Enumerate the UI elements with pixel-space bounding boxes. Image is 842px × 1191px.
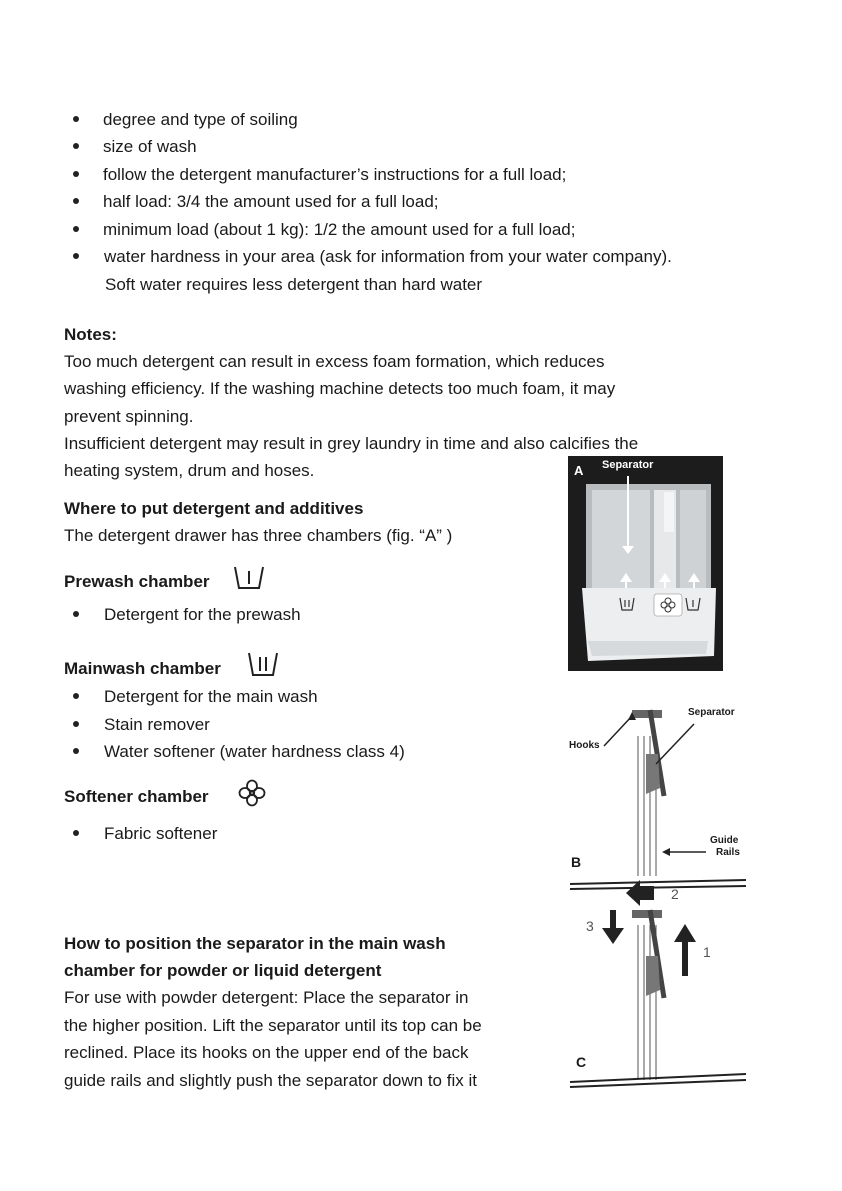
bullet-dot <box>73 198 79 204</box>
list-item: Fabric softener <box>104 824 218 843</box>
separator-heading: How to position the separator in the main wash <box>64 934 446 953</box>
where-to-put-heading: Where to put detergent and additives <box>64 499 364 518</box>
softener-heading: Softener chamber <box>64 787 209 806</box>
separator-body-line: guide rails and slightly push the separator down to fix it <box>64 1071 477 1090</box>
figure-a-drawer <box>568 456 723 671</box>
prewash-tub-icon <box>233 565 265 591</box>
flower-icon <box>238 779 266 807</box>
figure-label-separator: Separator <box>602 459 654 471</box>
bullet-dot <box>73 721 79 727</box>
figure-label-separator: Separator <box>688 707 735 718</box>
step-number: 3 <box>586 918 594 934</box>
separator-body-line: reclined. Place its hooks on the upper end of the back <box>64 1043 469 1062</box>
notes-line: washing efficiency. If the washing machine detects too much foam, it may <box>64 379 616 398</box>
list-item-continuation: Soft water requires less detergent than hard water <box>105 275 483 294</box>
where-to-put-text: The detergent drawer has three chambers (fig. “A” ) <box>64 526 453 545</box>
step-number: 2 <box>671 886 679 902</box>
notes-line: Too much detergent can result in excess foam formation, which reduces <box>64 352 605 371</box>
list-item: minimum load (about 1 kg): 1/2 the amount used for a full load; <box>103 220 576 239</box>
list-item: half load: 3/4 the amount used for a full load; <box>103 192 439 211</box>
figure-label-rails: Rails <box>716 847 740 858</box>
mainwash-heading: Mainwash chamber <box>64 659 221 678</box>
list-item: follow the detergent manufacturer’s instructions for a full load; <box>103 165 567 184</box>
figure-c-steps <box>566 880 746 1090</box>
figure-label-guide: Guide <box>710 835 739 846</box>
list-item: Stain remover <box>104 715 210 734</box>
separator-heading: chamber for powder or liquid detergent <box>64 961 382 980</box>
bullet-dot <box>73 116 79 122</box>
separator-body-line: For use with powder detergent: Place the separator in <box>64 988 469 1007</box>
notes-line: prevent spinning. <box>64 407 194 426</box>
bullet-dot <box>73 226 79 232</box>
notes-line: Insufficient detergent may result in grey laundry in time and also calcifies the <box>64 434 639 453</box>
mainwash-tub-icon <box>247 651 279 678</box>
bullet-dot <box>73 143 79 149</box>
notes-line: heating system, drum and hoses. <box>64 461 315 480</box>
bullet-dot <box>73 830 79 836</box>
figure-letter: A <box>574 463 584 478</box>
list-item: water hardness in your area (ask for information from your water company). <box>104 247 672 266</box>
list-item: Detergent for the main wash <box>104 687 318 706</box>
separator-body-line: the higher position. Lift the separator until its top can be <box>64 1016 482 1035</box>
figure-letter: C <box>576 1054 587 1070</box>
bullet-dot <box>73 693 79 699</box>
prewash-heading: Prewash chamber <box>64 572 210 591</box>
bullet-dot <box>73 171 79 177</box>
step-number: 1 <box>703 944 711 960</box>
list-item: size of wash <box>103 137 197 156</box>
bullet-dot <box>73 748 79 754</box>
bullet-dot <box>73 611 79 617</box>
figure-letter: B <box>571 854 582 870</box>
list-item: degree and type of soiling <box>103 110 298 129</box>
figure-b-separator <box>566 696 746 890</box>
list-item: Water softener (water hardness class 4) <box>104 742 405 761</box>
bullet-dot <box>73 253 79 259</box>
notes-heading: Notes: <box>64 325 117 344</box>
figure-label-hooks: Hooks <box>569 740 600 751</box>
list-item: Detergent for the prewash <box>104 605 301 624</box>
